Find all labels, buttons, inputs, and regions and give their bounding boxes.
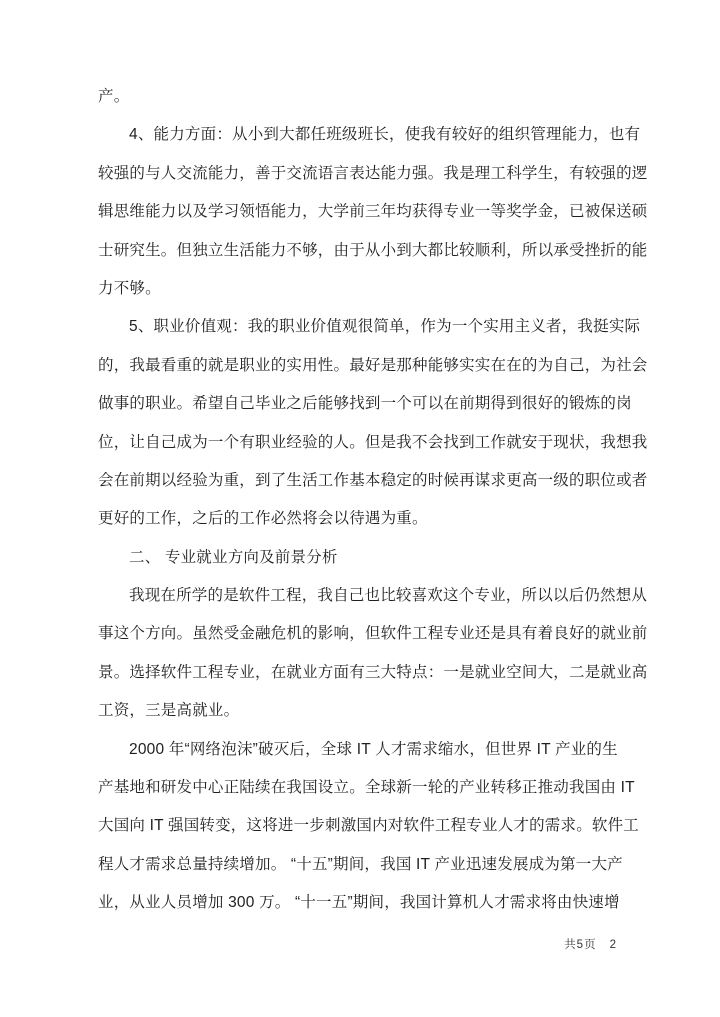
text-line: 产基地和研发中心正陆续在我国设立。全球新一轮的产业转移正推动我国由 IT <box>98 779 635 797</box>
text-line: 事这个方向。虽然受金融危机的影响，但软件工程专业还是具有着良好的就业前 <box>98 625 648 643</box>
text-line: 较强的与人交流能力，善于交流语言表达能力强。我是理工科学生，有较强的逻 <box>98 164 648 182</box>
text-line: 5、职业价值观：我的职业价值观很简单，作为一个实用主义者，我挺实际 <box>129 318 641 336</box>
text-line: 程人才需求总量持续增加。 “十五”期间，我国 IT 产业迅速发展成为第一大产 <box>98 855 623 873</box>
text-line: 产。 <box>98 88 130 105</box>
text-line: 大国向 IT 强国转变，这将进一步刺激国内对软件工程专业人才的需求。软件工 <box>98 817 640 835</box>
text-line: 业，从业人员增加 300 万。 “十一五”期间，我国计算机人才需求将由快速增 <box>98 894 620 912</box>
page-count-label: 共5页 <box>564 939 597 951</box>
text-line: 4、能力方面：从小到大都任班级班长，使我有较好的组织管理能力，也有 <box>129 126 641 144</box>
text-line: 工资，三是高就业。 <box>98 702 240 720</box>
text-line: 会在前期以经验为重，到了生活工作基本稳定的时候再谋求更高一级的职位或者 <box>98 471 648 489</box>
text-line: 我现在所学的是软件工程，我自己也比较喜欢这个专业，所以以后仍然想从 <box>129 587 648 605</box>
text-line: 二、 专业就业方向及前景分析 <box>129 548 338 566</box>
text-line: 位，让自己成为一个有职业经验的人。但是我不会找到工作就安于现状，我想我 <box>98 433 648 451</box>
page-number: 2 <box>609 939 616 951</box>
text-line: 2000 年“网络泡沫”破灭后，全球 IT 人才需求缩水，但世界 IT 产业的生 <box>129 740 618 758</box>
page-footer <box>564 936 616 952</box>
text-line: 士研究生。但独立生活能力不够，由于从小到大都比较顺利，所以承受挫折的能 <box>98 241 648 259</box>
document-body <box>98 78 648 923</box>
text-line: 景。选择软件工程专业，在就业方面有三大特点：一是就业空间大，二是就业高 <box>98 663 648 681</box>
text-line: 辑思维能力以及学习领悟能力，大学前三年均获得专业一等奖学金，已被保送硕 <box>98 203 648 221</box>
text-line: 更好的工作，之后的工作必然将会以待遇为重。 <box>98 510 428 528</box>
text-line: 做事的职业。希望自己毕业之后能够找到一个可以在前期得到很好的锻炼的岗 <box>98 395 632 413</box>
text-line: 的，我最看重的就是职业的实用性。最好是那种能够实实在在的为自己，为社会 <box>98 356 648 374</box>
text-line: 力不够。 <box>98 279 161 297</box>
